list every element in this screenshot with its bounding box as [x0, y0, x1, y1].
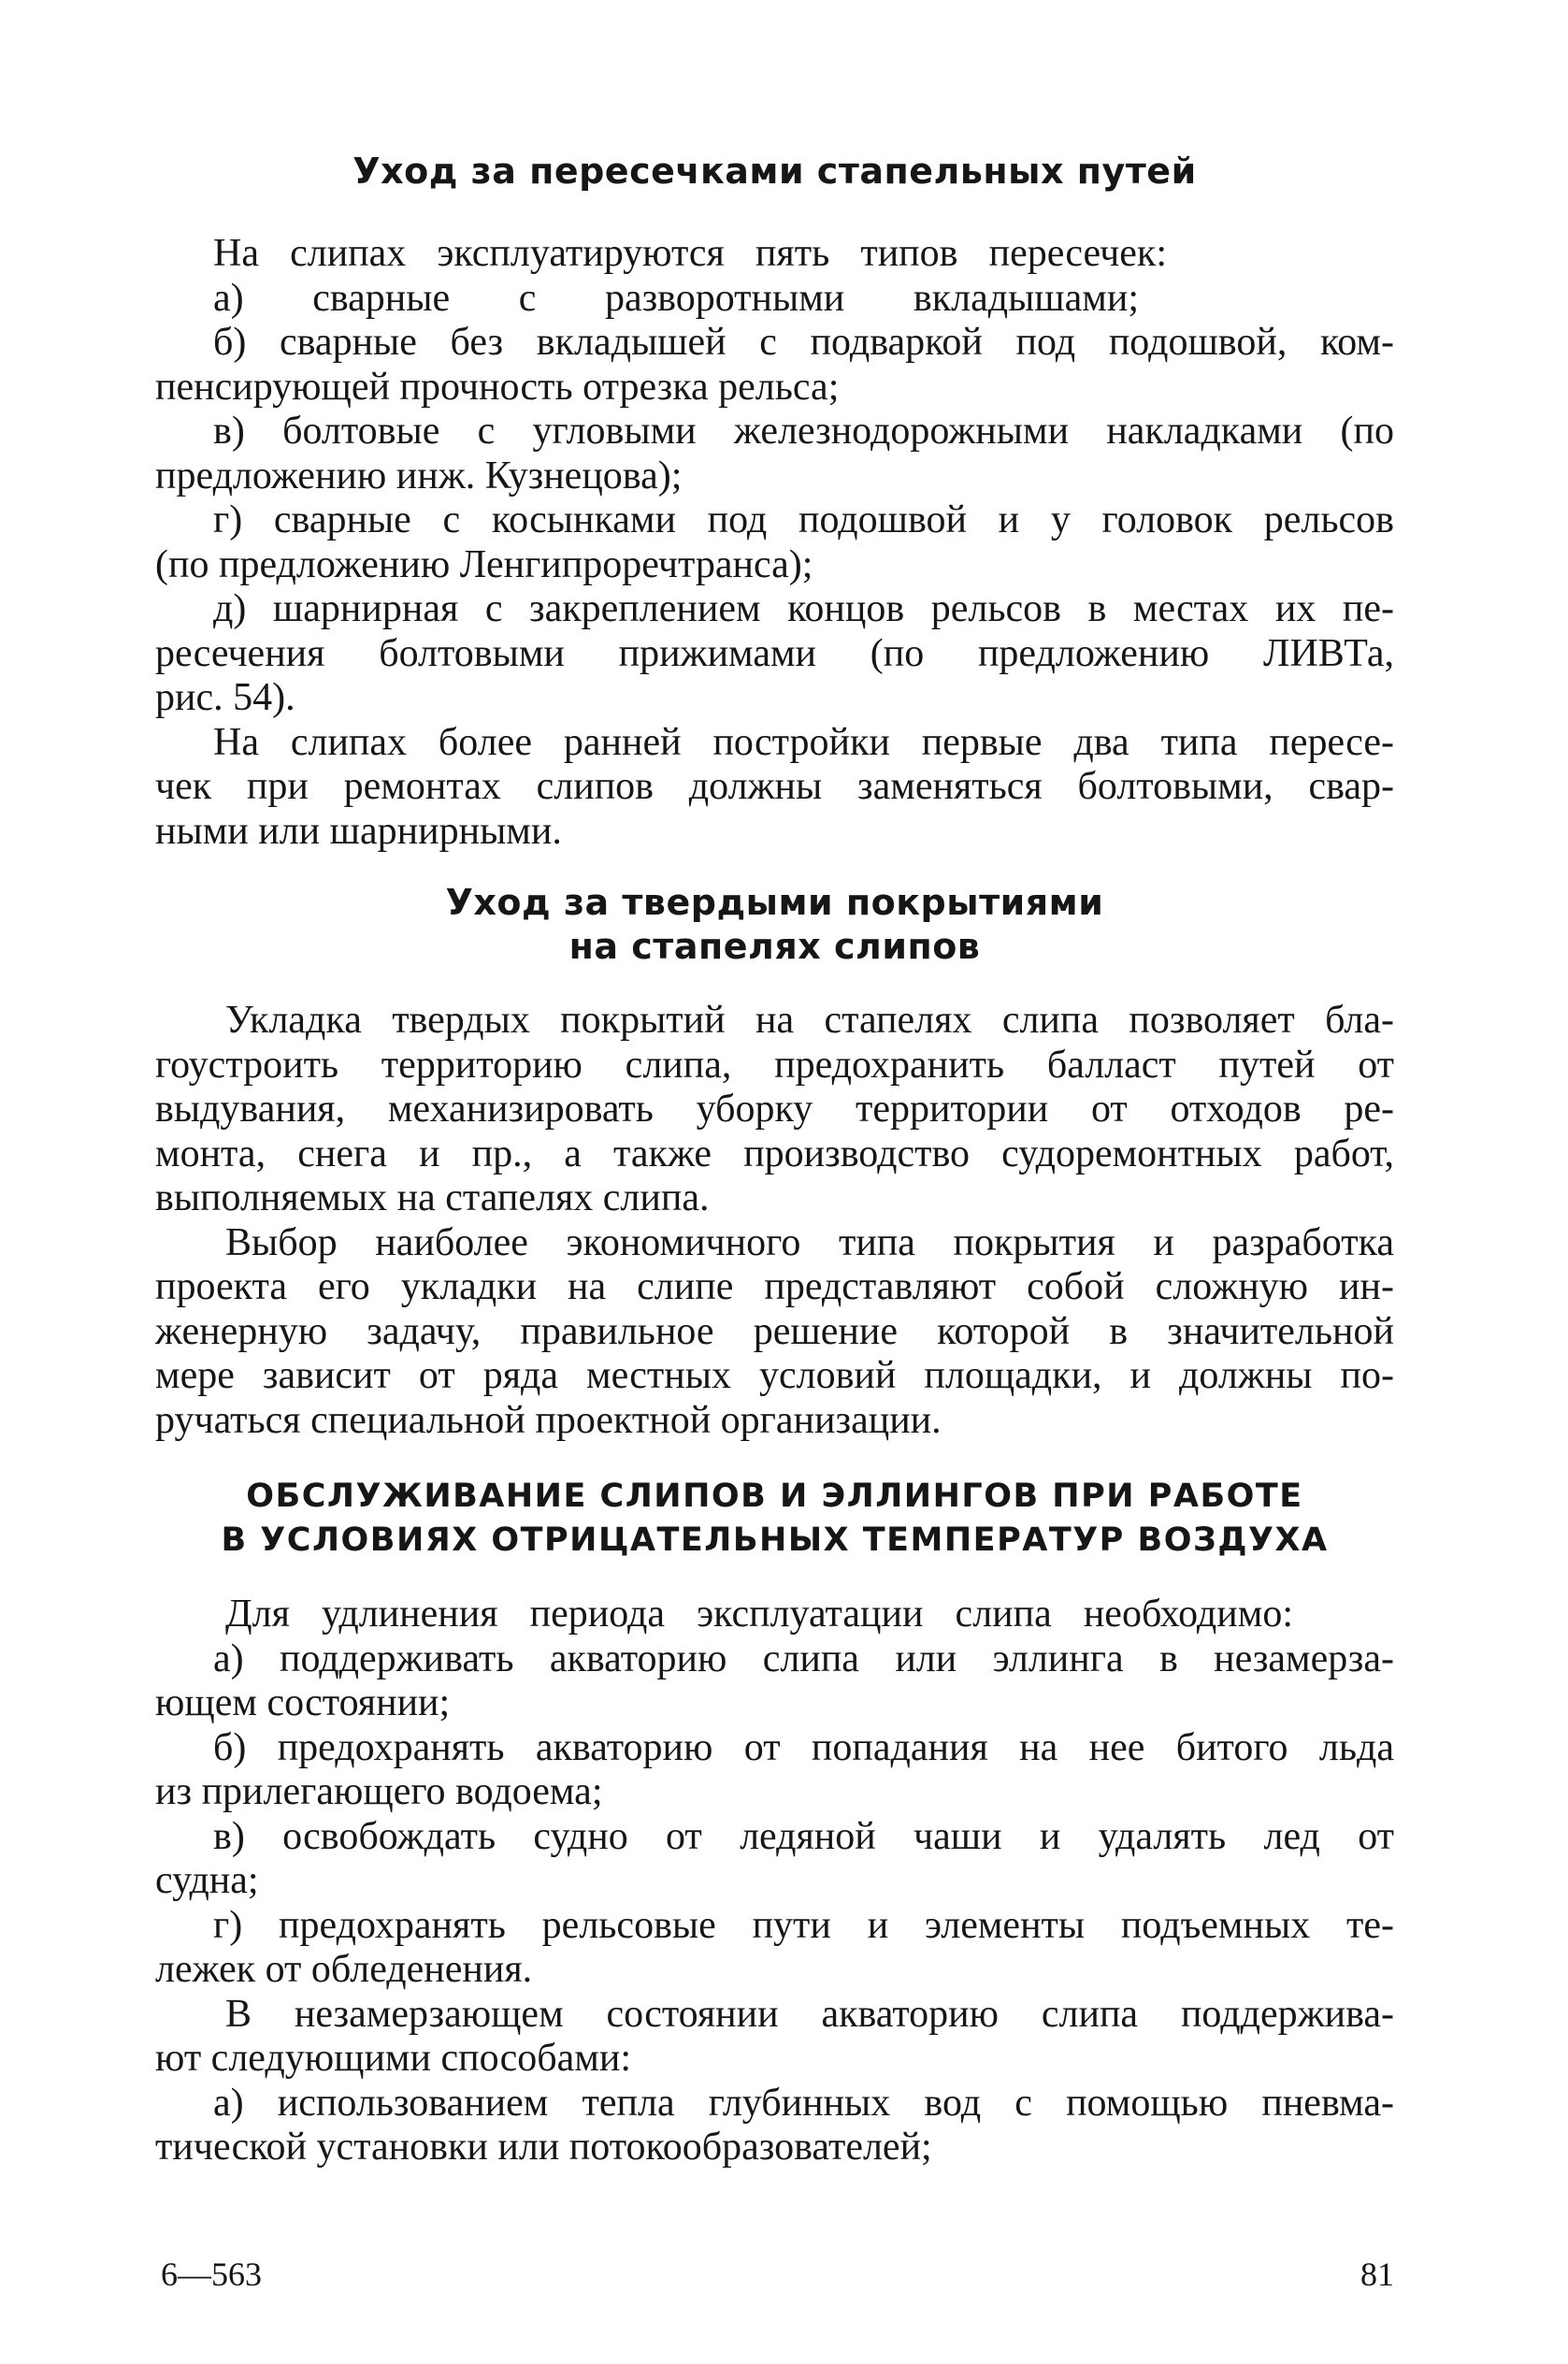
text-line: (по предложению Ленгипроречтранса);	[155, 542, 813, 586]
book-page	[155, 0, 1394, 2364]
text-line: а) поддерживать акваторию слипа или эллинга в незамерза-	[213, 1636, 1394, 1680]
text-line: г) предохранять рельсовые пути и элементы подъемных те-	[213, 1903, 1394, 1947]
text-line: монта, снега и пр., а также производство судоремонтных работ,	[155, 1132, 1394, 1175]
text-line: а) использованием тепла глубинных вод с помощью пневма-	[213, 2081, 1394, 2125]
text-line: б) сварные без вкладышей с подваркой под подошвой, ком-	[213, 321, 1394, 364]
heading-line: В УСЛОВИЯХ ОТРИЦАТЕЛЬНЫХ ТЕМПЕРАТУР ВОЗДУХА	[221, 1521, 1329, 1559]
heading-line: Уход за твердыми покрытиями	[445, 882, 1104, 923]
heading-line: ОБСЛУЖИВАНИЕ СЛИПОВ И ЭЛЛИНГОВ ПРИ РАБОТЕ	[246, 1478, 1303, 1515]
text-line: пенсирующей прочность отрезка рельса;	[155, 365, 840, 409]
printer-signature: 6—563	[161, 2256, 262, 2293]
text-line: судна;	[155, 1859, 259, 1902]
text-line: На слипах эксплуатируются пять типов пересечек:	[213, 232, 1167, 275]
heading-line: на стапелях слипов	[568, 926, 981, 967]
text-line: Выбор наиболее экономичного типа покрытия и разработка	[225, 1220, 1394, 1264]
text-line: ными или шарнирными.	[155, 809, 562, 853]
text-line: выдувания, механизировать уборку территории от отходов ре-	[155, 1088, 1394, 1131]
text-line: Укладка твердых покрытий на стапелях слипа позволяет бла-	[225, 999, 1394, 1042]
text-line: из прилегающего водоема;	[155, 1770, 603, 1813]
text-line: мере зависит от ряда местных условий площадки, и должны по-	[155, 1354, 1394, 1397]
text-line: В незамерзающем состоянии акваторию слипа поддержива-	[225, 1992, 1394, 2036]
text-line: а) сварные с разворотными вкладышами;	[213, 276, 1139, 320]
text-line: лежек от обледенения.	[155, 1948, 533, 1991]
text-line: проекта его укладки на слипе представляют собой сложную ин-	[155, 1265, 1394, 1308]
text-line: в) освобождать судно от ледяной чаши и удалять лед от	[213, 1814, 1394, 1858]
text-line: гоустроить территорию слипа, предохранить балласт путей от	[155, 1043, 1394, 1087]
text-line: ют следующими способами:	[155, 2037, 632, 2080]
text-line: г) сварные с косынками под подошвой и у головок рельсов	[213, 498, 1394, 541]
text-line: б) предохранять акваторию от попадания на нее битого льда	[213, 1725, 1394, 1769]
text-line: рис. 54).	[155, 676, 295, 719]
text-line: предложению инж. Кузнецова);	[155, 454, 683, 497]
page-number: 81	[1360, 2256, 1394, 2293]
text-line: тической установки или потокообразователей;	[155, 2126, 932, 2169]
text-line: На слипах более ранней постройки первые два типа пересе-	[213, 720, 1394, 764]
section-body-winter-operation	[155, 1593, 1394, 2170]
text-line: д) шарнирная с закреплением концов рельсов в местах их пе-	[213, 587, 1394, 630]
section-heading-winter-operation	[155, 1475, 1394, 1563]
text-line: женерную задачу, правильное решение которой в значительной	[155, 1309, 1394, 1353]
section-body-hard-surfaces	[155, 999, 1394, 1443]
text-line: ющем состоянии;	[155, 1681, 451, 1724]
text-line: в) болтовые с угловыми железнодорожными накладками (по	[213, 410, 1394, 453]
section-heading-hard-surfaces	[155, 881, 1394, 969]
section-body-slipway-crossings	[155, 232, 1394, 854]
section-heading-slipway-crossings: Уход за пересечками стапельных путей	[352, 151, 1197, 192]
text-line: выполняемых на стапелях слипа.	[155, 1176, 710, 1219]
text-line: ручаться специальной проектной организации.	[155, 1398, 942, 1442]
text-line: Для удлинения периода эксплуатации слипа необходимо:	[225, 1593, 1293, 1636]
text-line: чек при ремонтах слипов должны заменяться болтовыми, свар-	[155, 765, 1394, 808]
text-line: ресечения болтовыми прижимами (по предложению ЛИВТа,	[155, 631, 1394, 675]
